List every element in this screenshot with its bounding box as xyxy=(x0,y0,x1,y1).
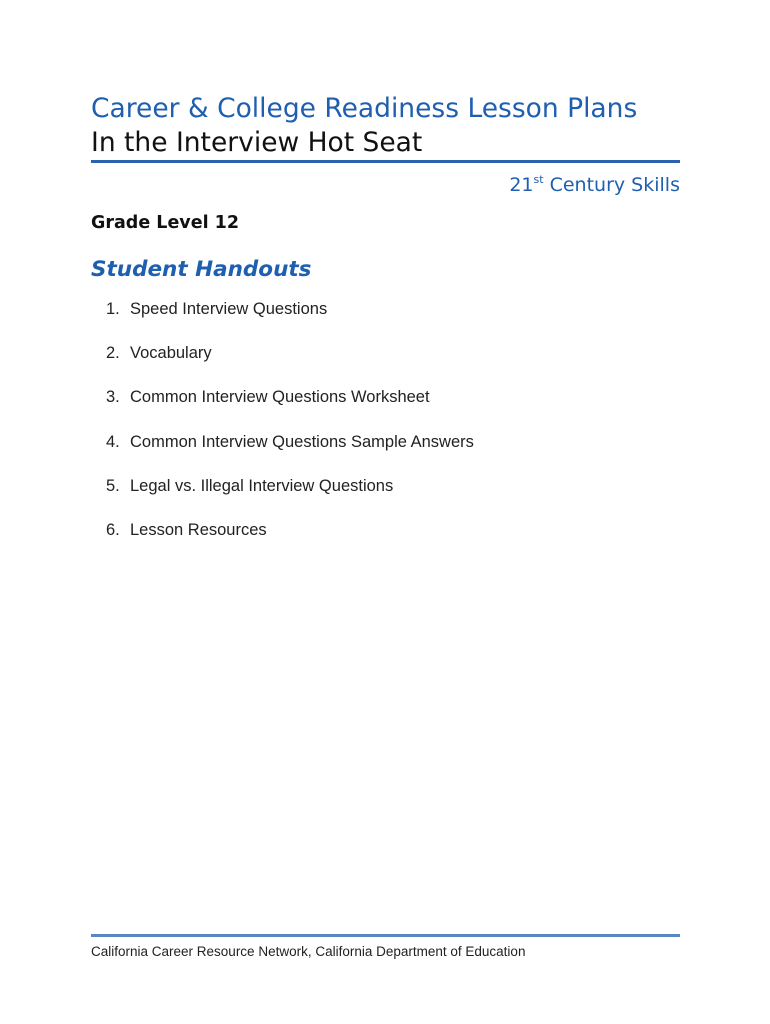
list-item-number: 4. xyxy=(106,432,120,451)
list-item-number: 6. xyxy=(106,520,120,539)
list-item-text: Common Interview Questions Worksheet xyxy=(130,388,430,407)
list-item-text: Speed Interview Questions xyxy=(130,300,328,318)
skills-label xyxy=(509,172,680,198)
skills-prefix: 21 xyxy=(509,174,534,196)
grade-level: Grade Level 12 xyxy=(91,213,240,233)
skills-superscript: st xyxy=(533,173,544,186)
title-divider xyxy=(91,160,680,163)
footer-text: California Career Resource Network, California Department of Education xyxy=(91,944,526,959)
skills-suffix: Century Skills xyxy=(543,174,680,196)
list-item-number: 5. xyxy=(106,476,120,495)
list-item-number: 1. xyxy=(106,300,120,318)
list-item-number: 3. xyxy=(106,388,120,407)
list-item-text: Common Interview Questions Sample Answers xyxy=(130,432,474,451)
lesson-plan-title: Career & College Readiness Lesson Plans xyxy=(91,93,638,124)
list-item-number: 2. xyxy=(106,344,120,363)
list-item-text: Vocabulary xyxy=(130,344,212,363)
lesson-title: In the Interview Hot Seat xyxy=(91,127,423,158)
footer-divider xyxy=(91,934,680,937)
list-item-text: Legal vs. Illegal Interview Questions xyxy=(130,476,394,495)
list-item-text: Lesson Resources xyxy=(130,520,267,539)
handouts-heading: Student Handouts xyxy=(91,257,312,282)
